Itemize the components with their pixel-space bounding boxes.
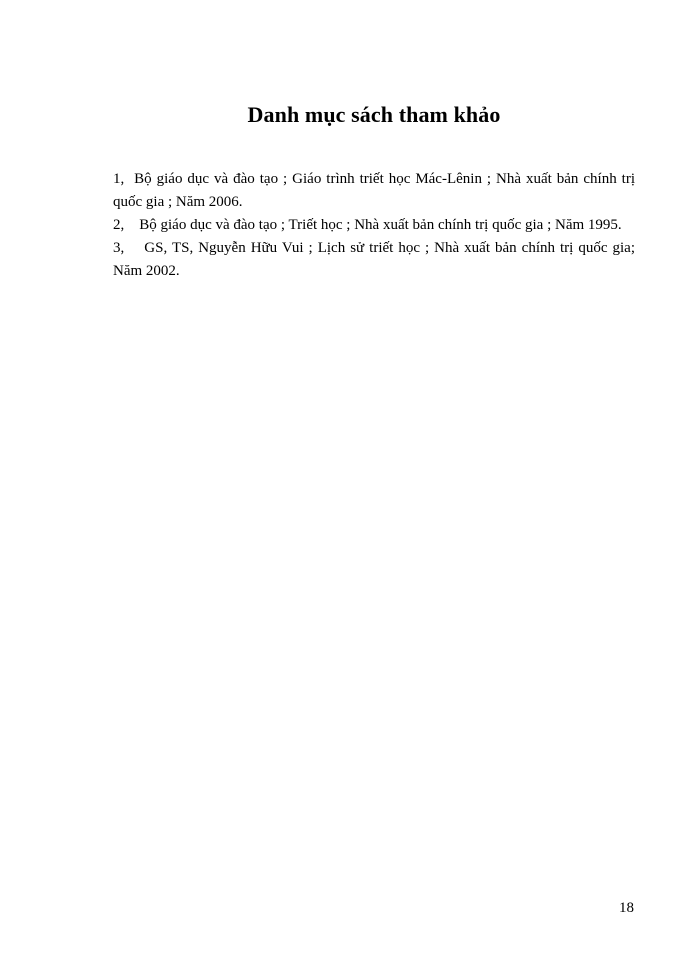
reference-text: GS, TS, Nguyễn Hữu Vui ; Lịch sử triết học ; Nhà xuất bản chính trị quốc gia; Năm 2002. — [113, 240, 636, 279]
reference-text: Bộ giáo dục và đào tạo ; Triết học ; Nhà xuất bản chính trị quốc gia ; Năm 1995. — [139, 217, 622, 233]
page-title: Danh mục sách tham khảo — [247, 102, 501, 127]
reference-text: Bộ giáo dục và đào tạo ; Giáo trình triết học Mác-Lênin ; Nhà xuất bản chính trị quốc gia ; Năm 2006. — [113, 171, 636, 210]
reference-number: 3, — [113, 240, 125, 256]
reference-item-1 — [113, 168, 635, 214]
page-number: 18 — [619, 900, 634, 916]
reference-number: 2, — [113, 217, 125, 233]
reference-item-3 — [113, 237, 635, 283]
reference-item-2 — [113, 214, 635, 237]
reference-list — [113, 168, 635, 283]
reference-number: 1, — [113, 171, 125, 187]
